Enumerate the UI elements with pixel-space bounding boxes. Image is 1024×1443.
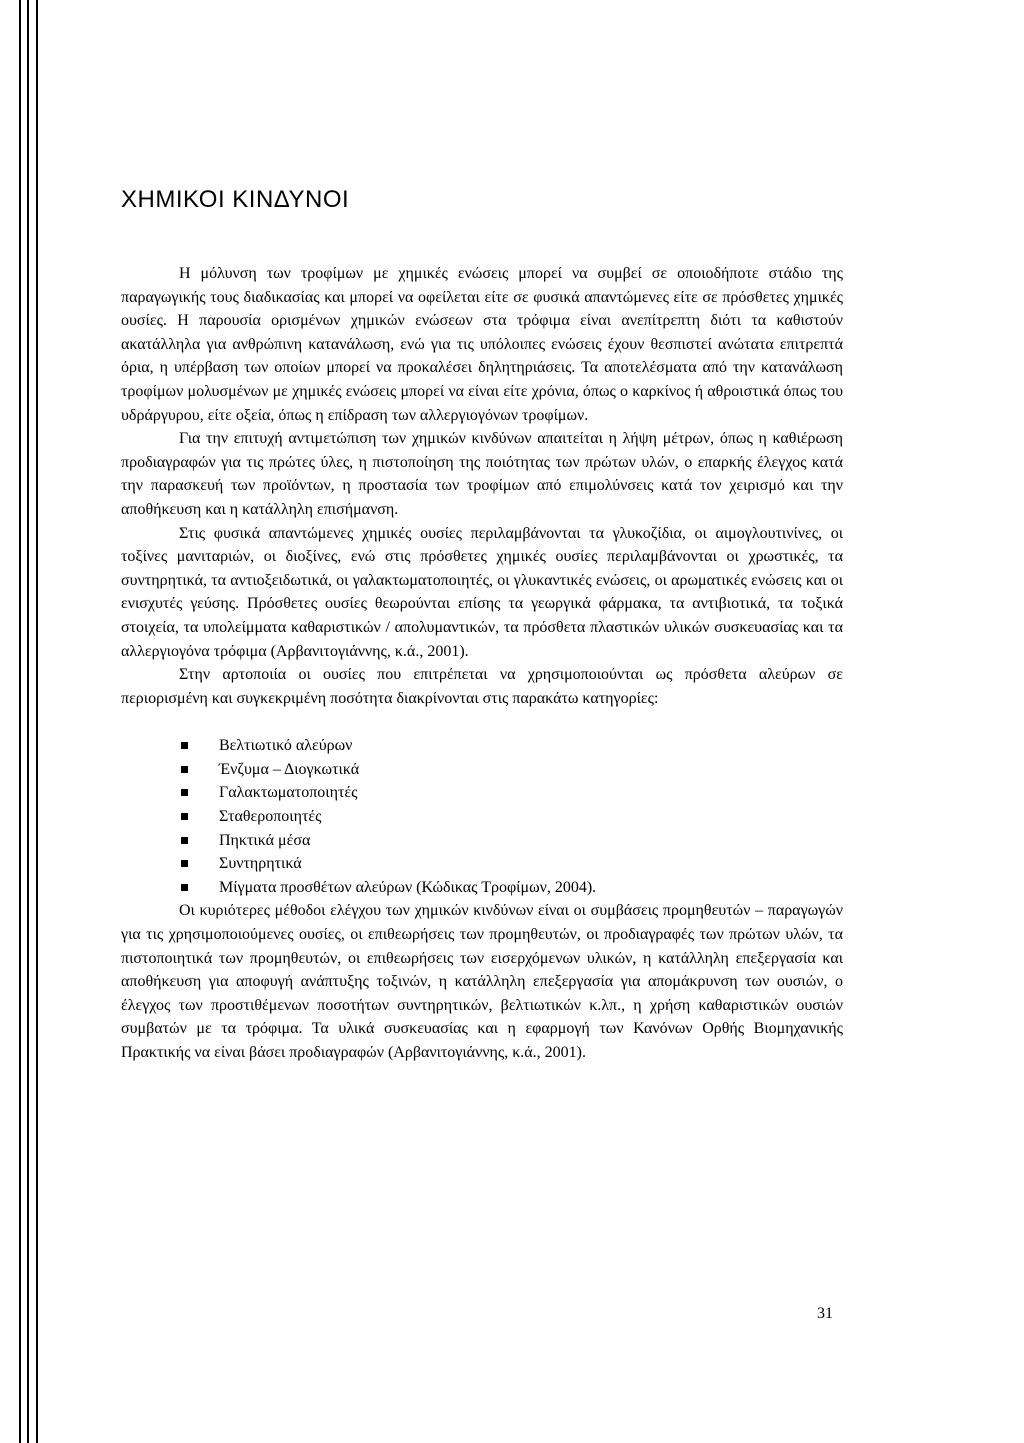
list-item: Βελτιωτικό αλεύρων <box>179 734 843 758</box>
page-number: 31 <box>817 1305 833 1322</box>
paragraph: Η μόλυνση των τροφίμων με χημικές ενώσεις μπορεί να συμβεί σε οποιοδήποτε στάδιο της παραγωγικής τους διαδικασίας και μπορεί να οφείλεται είτε σε φυσικά απαντώμενες είτε σε πρόσθετες χημικές ουσίες. Η παρουσία ορισμένων χημικών ενώσεων στα τρόφιμα είναι ανεπίτρεπτη διότι τα καθιστούν ακατάλληλα για ανθρώπινη κατανάλωση, ενώ για τις υπόλοιπες ενώσεις έχουν θεσπιστεί ανώτατα επιτρεπτά όρια, η υπέρβαση των οποίων μπορεί να προκαλέσει δηλητηριάσεις. Τα αποτελέσματα από την κατανάλωση τροφίμων μολυσμένων με χημικές ενώσεις μπορεί να είναι είτε χρόνια, όπως ο καρκίνος ή αθροιστικά όπως του υδράργυρου, είτε οξεία, όπως η επίδραση των αλλεργιογόνων τροφίμων. <box>121 265 843 424</box>
list-item: Μίγματα προσθέτων αλεύρων (Κώδικας Τροφίμων, 2004). <box>179 876 843 900</box>
list-item: Γαλακτωματοποιητές <box>179 781 843 805</box>
document-body <box>121 262 843 1065</box>
page-title: ΧΗΜΙΚΟΙ ΚΙΝΔΥΝΟΙ <box>121 186 350 213</box>
bullet-list <box>179 734 843 899</box>
paragraph: Οι κυριότερες μέθοδοι ελέγχου των χημικών κινδύνων είναι οι συμβάσεις προμηθευτών – παραγωγών για τις χρησιμοποιούμενες ουσίες, οι επιθεωρήσεις των προμηθευτών, οι προδιαγραφές των πρώτων υλών, τα πιστοποιητικά των προμηθευτών, οι επιθεωρήσεις των εισερχόμενων υλικών, η κατάλληλη επεξεργασία και αποθήκευση για αποφυγή ανάπτυξης τοξινών, η κατάλληλη επεξεργασία για απομάκρυνση των ουσιών, ο έλεγχος των προστιθέμενων ποσοτήτων συντηρητικών, βελτιωτικών κ.λπ., η χρήση καθαριστικών ουσιών συμβατών με τα τρόφιμα. Τα υλικά συσκευασίας και η εφαρμογή των Κανόνων Ορθής Βιομηχανικής Πρακτικής να είναι βάσει προδιαγραφών (Αρβανιτογιάννης, κ.ά., 2001). <box>121 902 843 1061</box>
list-item: Πηκτικά μέσα <box>179 829 843 853</box>
scan-edge-line <box>27 0 29 1443</box>
scan-edge-line <box>36 0 38 1443</box>
scan-edge-line <box>19 0 21 1443</box>
paragraph: Στην αρτοποιία οι ουσίες που επιτρέπεται να χρησιμοποιούνται ως πρόσθετα αλεύρων σε περιορισμένη και συγκεκριμένη ποσότητα διακρίνονται στις παρακάτω κατηγορίες: <box>121 666 843 707</box>
list-item: Σταθεροποιητές <box>179 805 843 829</box>
paragraph: Στις φυσικά απαντώμενες χημικές ουσίες περιλαμβάνονται τα γλυκοζίδια, οι αιμογλουτινίνες, οι τοξίνες μανιταριών, οι διοξίνες, ενώ στις πρόσθετες χημικές ουσίες περιλαμβάνονται οι χρωστικές, τα συντηρητικά, τα αντιοξειδωτικά, οι γαλακτωματοποιητές, οι γλυκαντικές ενώσεις, οι αρωματικές ενώσεις και οι ενισχυτές γεύσης. Πρόσθετες ουσίες θεωρούνται επίσης τα γεωργικά φάρμακα, τα αντιβιοτικά, τα τοξικά στοιχεία, τα υπολείμματα καθαριστικών / απολυμαντικών, τα πρόσθετα πλαστικών υλικών συσκευασίας και τα αλλεργιογόνα τρόφιμα (Αρβανιτογιάννης, κ.ά., 2001). <box>121 524 843 660</box>
list-item: Συντηρητικά <box>179 852 843 876</box>
paragraph: Για την επιτυχή αντιμετώπιση των χημικών κινδύνων απαιτείται η λήψη μέτρων, όπως η καθιέρωση προδιαγραφών για τις πρώτες ύλες, η πιστοποίηση της ποιότητας των πρώτων υλών, ο επαρκής έλεγχος κατά την παρασκευή των προϊόντων, η προστασία των τροφίμων από επιμολύνσεις κατά τον χειρισμό και την αποθήκευση και η κατάλληλη επισήμανση. <box>121 430 843 518</box>
list-item: Ένζυμα – Διογκωτικά <box>179 758 843 782</box>
